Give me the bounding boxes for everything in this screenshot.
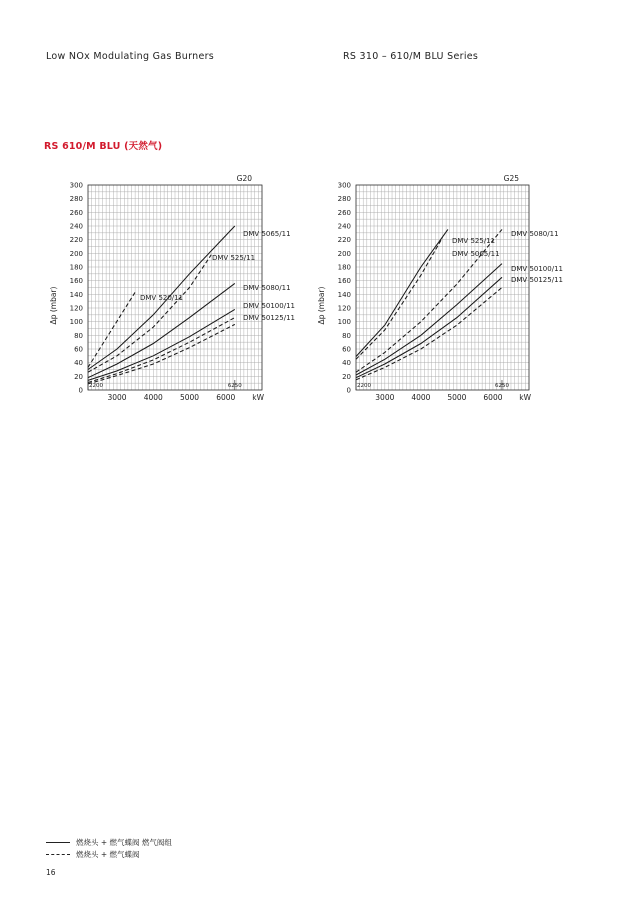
y-tick-label: 0 <box>78 386 83 395</box>
series-label: DMV 525/11 <box>212 254 256 262</box>
y-tick-label: 240 <box>69 222 83 231</box>
y-tick-label: 80 <box>342 331 351 340</box>
y-tick-label: 260 <box>69 208 83 217</box>
y-tick-label: 160 <box>337 277 351 286</box>
y-tick-label: 40 <box>342 359 351 368</box>
legend-row-solid <box>46 836 172 848</box>
x-tick-label: 3000 <box>107 393 127 402</box>
x-tick-label: 6000 <box>483 393 503 402</box>
series-label: DMV 525/11 <box>452 237 496 245</box>
series-label: DMV 5080/11 <box>243 284 291 292</box>
y-tick-label: 20 <box>74 372 83 381</box>
range-marker-label: 6250 <box>227 383 242 389</box>
x-tick-label: 5000 <box>179 393 200 402</box>
series-label: DMV 5065/11 <box>243 230 291 238</box>
y-tick-label: 120 <box>69 304 83 313</box>
legend <box>46 836 172 860</box>
series-label: DMV 5080/11 <box>511 230 559 238</box>
y-tick-label: 0 <box>346 386 351 395</box>
legend-solid-line <box>46 842 70 843</box>
y-tick-label: 200 <box>337 249 351 258</box>
series-line <box>88 309 235 380</box>
y-tick-label: 80 <box>74 331 83 340</box>
section-title: RS 610/M BLU (天然气) <box>44 141 163 152</box>
y-tick-label: 200 <box>69 249 83 258</box>
chart-title: G25 <box>503 174 519 183</box>
series-label: DMV 50100/11 <box>511 265 563 273</box>
x-tick-label: 6000 <box>216 393 236 402</box>
header-right-title: RS 310 – 610/M BLU Series <box>343 51 479 62</box>
x-axis-label: kW <box>252 393 264 402</box>
y-tick-label: 260 <box>337 208 351 217</box>
y-tick-label: 180 <box>337 263 351 272</box>
series-line <box>356 264 502 375</box>
y-tick-label: 280 <box>69 195 83 204</box>
y-tick-label: 40 <box>74 359 83 368</box>
x-tick-label: 3000 <box>375 393 395 402</box>
y-tick-label: 180 <box>69 263 83 272</box>
y-tick-label: 120 <box>337 304 351 313</box>
legend-dashed-line <box>46 854 70 855</box>
x-axis-label: kW <box>519 393 531 402</box>
y-axis-label: Δp (mbar) <box>49 286 58 325</box>
series-label: DMV 50100/11 <box>243 302 295 310</box>
y-tick-label: 100 <box>337 318 351 327</box>
y-tick-label: 20 <box>342 372 351 381</box>
y-tick-label: 240 <box>337 222 351 231</box>
y-tick-label: 100 <box>69 318 83 327</box>
y-tick-label: 60 <box>342 345 351 354</box>
range-marker-label: 6250 <box>494 383 509 389</box>
chart-1 <box>49 174 295 402</box>
chart-title: G20 <box>236 174 252 183</box>
y-tick-label: 300 <box>69 181 83 190</box>
y-axis-label: Δp (mbar) <box>317 286 326 325</box>
y-tick-label: 140 <box>337 290 351 299</box>
y-tick-label: 140 <box>69 290 83 299</box>
y-tick-label: 160 <box>69 277 83 286</box>
grid <box>356 185 529 390</box>
chart-2 <box>317 174 563 402</box>
series-line <box>356 229 448 356</box>
series-label: DMV 50125/11 <box>511 276 563 284</box>
page-number: 16 <box>46 868 56 877</box>
range-marker-label: 2200 <box>89 383 103 389</box>
y-tick-label: 300 <box>337 181 351 190</box>
y-tick-label: 220 <box>69 236 83 245</box>
series-label: DMV 50125/11 <box>243 314 295 322</box>
x-tick-label: 4000 <box>143 393 163 402</box>
header-left-title: Low NOx Modulating Gas Burners <box>46 51 215 62</box>
legend-solid-label: 燃烧头 + 燃气蝶阀 燃气阀组 <box>76 837 172 847</box>
y-tick-label: 60 <box>74 345 83 354</box>
series-label: DMV 520/11 <box>140 294 184 302</box>
legend-row-dashed <box>46 848 172 860</box>
grid <box>88 185 262 390</box>
y-tick-label: 220 <box>337 236 351 245</box>
legend-dashed-label: 燃烧头 + 燃气蝶阀 <box>76 849 140 859</box>
x-tick-label: 5000 <box>447 393 467 402</box>
y-tick-label: 280 <box>337 195 351 204</box>
series-label: DMV 5065/11 <box>452 250 500 258</box>
range-marker-label: 2200 <box>357 383 371 389</box>
x-tick-label: 4000 <box>411 393 431 402</box>
